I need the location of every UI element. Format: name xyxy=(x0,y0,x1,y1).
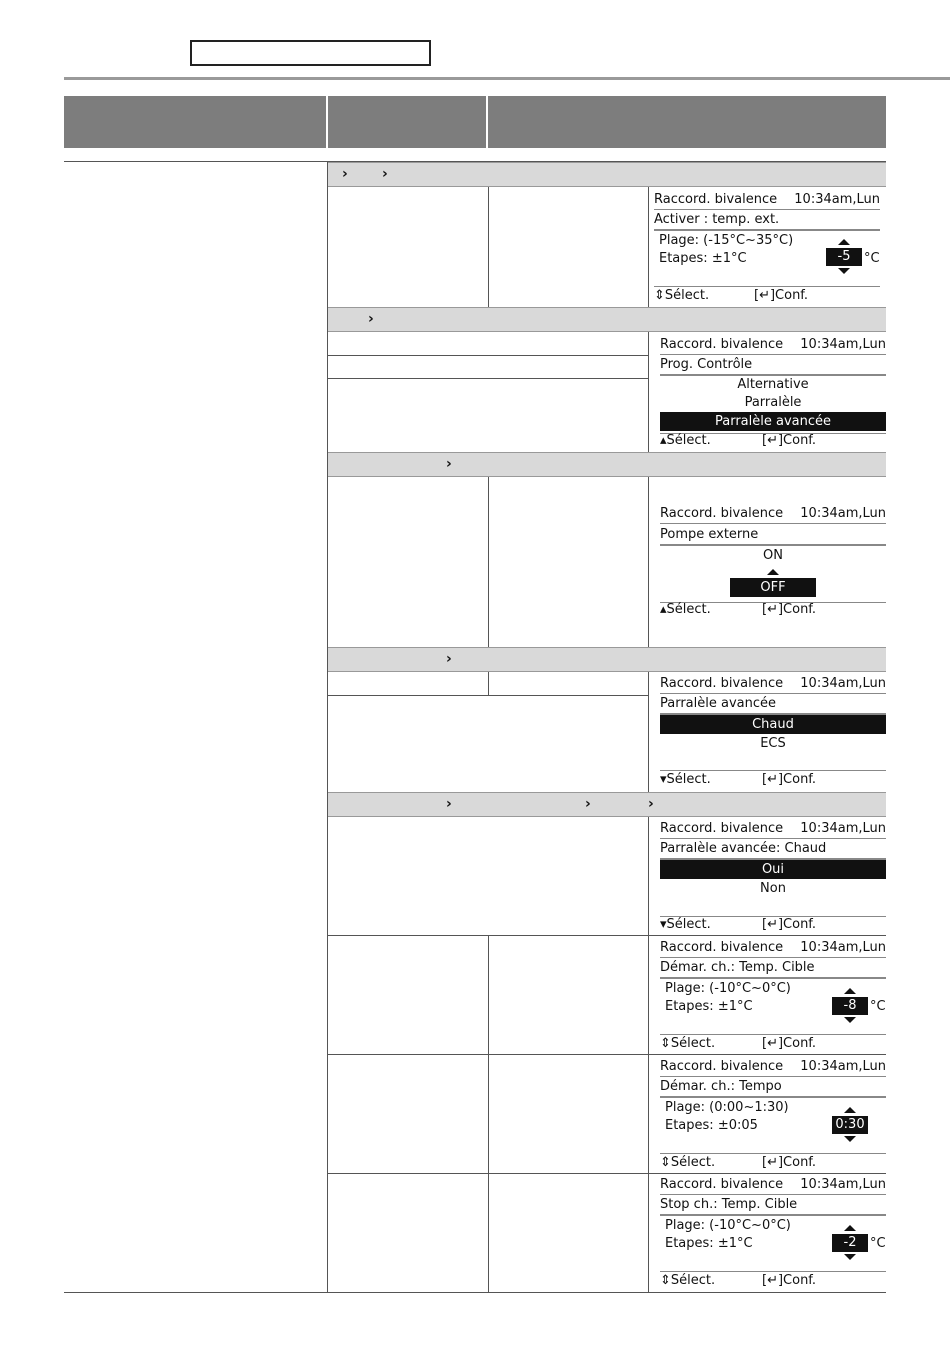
lcd-time: 10:34am,Lun xyxy=(800,940,886,955)
confirm-label: [↵]Conf. xyxy=(754,288,809,303)
select-hint: ⇕Sélect. xyxy=(660,1036,716,1051)
divider xyxy=(488,672,489,695)
confirm-label: [↵]Conf. xyxy=(762,1273,817,1288)
confirm-label: [↵]Conf. xyxy=(762,433,817,448)
select-label: Sélect. xyxy=(670,1036,716,1051)
underline xyxy=(660,1214,886,1216)
lcd-step: Etapes: ±1°C xyxy=(659,251,747,266)
divider xyxy=(328,1173,886,1174)
lcd-time: 10:34am,Lun xyxy=(800,1177,886,1192)
underline xyxy=(660,770,886,771)
underline xyxy=(654,229,880,231)
select-label: Sélect. xyxy=(670,1155,716,1170)
lcd-screen-5 xyxy=(660,821,886,933)
confirm-label: [↵]Conf. xyxy=(762,1036,817,1051)
divider xyxy=(488,477,489,647)
option-parallele-avancee[interactable]: Parralèle avancée xyxy=(660,412,886,431)
divider xyxy=(328,1054,886,1055)
option-ecs[interactable]: ECS xyxy=(760,736,786,751)
lcd-time: 10:34am,Lun xyxy=(800,676,886,691)
lcd-title: Raccord. bivalence xyxy=(660,821,784,836)
section-bar-4 xyxy=(328,647,886,672)
arrow-down-icon[interactable] xyxy=(844,1136,856,1142)
lcd-range: Plage: (-10°C~0°C) xyxy=(665,1218,791,1233)
lcd-title: Raccord. bivalence xyxy=(660,940,784,955)
select-label: Sélect. xyxy=(666,917,711,932)
chevron-icon: › xyxy=(446,456,452,472)
lcd-title: Raccord. bivalence xyxy=(660,1177,784,1192)
divider xyxy=(648,817,649,1293)
unit-label: °C xyxy=(864,251,880,266)
chevron-icon: › xyxy=(368,311,374,327)
confirm-label: [↵]Conf. xyxy=(762,917,817,932)
underline xyxy=(660,1153,886,1154)
lcd-step: Etapes: ±1°C xyxy=(665,1236,753,1251)
lcd-screen-2 xyxy=(660,337,886,449)
lcd-range: Plage: (-10°C~0°C) xyxy=(665,981,791,996)
lcd-screen-8 xyxy=(660,1177,886,1289)
value-display[interactable]: 0:30 xyxy=(832,1116,868,1134)
top-rule xyxy=(64,77,950,80)
arrow-up-icon[interactable] xyxy=(838,239,850,245)
section-bar-2 xyxy=(328,307,886,332)
chevron-icon: › xyxy=(342,166,348,182)
header-label-box xyxy=(190,40,431,66)
arrow-up-icon[interactable] xyxy=(844,1107,856,1113)
lcd-subtitle: Stop ch.: Temp. Cible xyxy=(660,1197,798,1212)
divider xyxy=(648,332,649,452)
divider xyxy=(328,355,648,356)
lcd-screen-3 xyxy=(660,506,886,618)
select-hint: ▾Sélect. xyxy=(660,917,711,932)
arrow-up-icon[interactable] xyxy=(844,1225,856,1231)
lcd-range: Plage: (0:00~1:30) xyxy=(665,1100,789,1115)
chevron-icon: › xyxy=(446,651,452,667)
confirm-label: [↵]Conf. xyxy=(762,772,817,787)
lcd-range: Plage: (-15°C~35°C) xyxy=(659,233,794,248)
lcd-screen-6 xyxy=(660,940,886,1052)
underline xyxy=(660,1271,886,1272)
option-oui[interactable]: Oui xyxy=(660,860,886,879)
lcd-step: Etapes: ±0:05 xyxy=(665,1118,758,1133)
lcd-subtitle: Pompe externe xyxy=(660,527,759,542)
lcd-time: 10:34am,Lun xyxy=(800,506,886,521)
underline xyxy=(660,838,886,839)
underline xyxy=(660,1194,886,1195)
divider xyxy=(648,477,649,647)
lcd-title: Raccord. bivalence xyxy=(654,192,778,207)
option-on[interactable]: ON xyxy=(763,548,783,563)
underline xyxy=(660,1076,886,1077)
lcd-time: 10:34am,Lun xyxy=(794,192,880,207)
option-alternative[interactable]: Alternative xyxy=(737,377,809,392)
lcd-screen-7 xyxy=(660,1059,886,1171)
select-hint: ⇕Sélect. xyxy=(654,288,710,303)
arrow-up-icon[interactable] xyxy=(767,569,779,575)
underline xyxy=(660,977,886,979)
lcd-subtitle: Parralèle avancée: Chaud xyxy=(660,841,827,856)
select-label: Sélect. xyxy=(666,433,711,448)
lcd-screen-4 xyxy=(660,676,886,788)
select-label: Sélect. xyxy=(666,602,711,617)
lcd-subtitle: Démar. ch.: Temp. Cible xyxy=(660,960,815,975)
select-label: Sélect. xyxy=(670,1273,716,1288)
confirm-label: [↵]Conf. xyxy=(762,602,817,617)
arrow-down-icon[interactable] xyxy=(844,1254,856,1260)
divider xyxy=(648,187,649,307)
select-hint: ▴Sélect. xyxy=(660,433,711,448)
section-bar-3 xyxy=(328,452,886,477)
section-bar-1 xyxy=(328,162,886,187)
unit-label: °C xyxy=(870,999,886,1014)
value-display[interactable]: -5 xyxy=(826,248,862,266)
table-bottom-line xyxy=(64,1292,886,1293)
table-header-col1 xyxy=(64,96,326,148)
unit-label: °C xyxy=(870,1236,886,1251)
select-hint: ⇕Sélect. xyxy=(660,1273,716,1288)
divider xyxy=(328,935,886,936)
lcd-subtitle: Activer : temp. ext. xyxy=(654,212,780,227)
value-display[interactable]: -2 xyxy=(832,1234,868,1252)
lcd-step: Etapes: ±1°C xyxy=(665,999,753,1014)
arrow-down-icon[interactable] xyxy=(838,268,850,274)
lcd-time: 10:34am,Lun xyxy=(800,821,886,836)
underline xyxy=(660,1034,886,1035)
lcd-screen-1 xyxy=(654,192,880,304)
lcd-title: Raccord. bivalence xyxy=(660,1059,784,1074)
arrow-up-icon[interactable] xyxy=(844,988,856,994)
divider xyxy=(488,936,489,1293)
lcd-subtitle: Démar. ch.: Tempo xyxy=(660,1079,782,1094)
divider xyxy=(488,187,489,307)
divider xyxy=(648,672,649,792)
lcd-time: 10:34am,Lun xyxy=(800,1059,886,1074)
select-hint: ▴Sélect. xyxy=(660,602,711,617)
chevron-icon: › xyxy=(648,796,654,812)
underline xyxy=(654,286,880,287)
underline xyxy=(660,523,886,524)
lcd-subtitle: Prog. Contrôle xyxy=(660,357,753,372)
underline xyxy=(660,693,886,694)
arrow-down-icon[interactable] xyxy=(844,1017,856,1023)
lcd-title: Raccord. bivalence xyxy=(660,676,784,691)
divider xyxy=(328,378,648,379)
option-off[interactable]: OFF xyxy=(730,578,816,597)
divider xyxy=(328,695,648,696)
select-hint: ▾Sélect. xyxy=(660,772,711,787)
section-bar-5 xyxy=(328,792,886,817)
chevron-icon: › xyxy=(585,796,591,812)
underline xyxy=(660,1096,886,1098)
chevron-icon: › xyxy=(446,796,452,812)
underline xyxy=(660,957,886,958)
value-display[interactable]: -8 xyxy=(832,997,868,1015)
chevron-icon: › xyxy=(382,166,388,182)
select-hint: ⇕Sélect. xyxy=(660,1155,716,1170)
option-non[interactable]: Non xyxy=(760,881,786,896)
underline xyxy=(654,209,880,210)
table-header-col3 xyxy=(488,96,886,148)
table-header-col2 xyxy=(328,96,486,148)
lcd-subtitle: Parralèle avancée xyxy=(660,696,777,711)
select-label: Sélect. xyxy=(664,288,710,303)
confirm-label: [↵]Conf. xyxy=(762,1155,817,1170)
option-parallele[interactable]: Parralèle xyxy=(744,395,802,410)
lcd-title: Raccord. bivalence xyxy=(660,337,784,352)
underline xyxy=(660,354,886,355)
lcd-time: 10:34am,Lun xyxy=(800,337,886,352)
select-label: Sélect. xyxy=(666,772,711,787)
option-chaud[interactable]: Chaud xyxy=(660,715,886,734)
lcd-title: Raccord. bivalence xyxy=(660,506,784,521)
